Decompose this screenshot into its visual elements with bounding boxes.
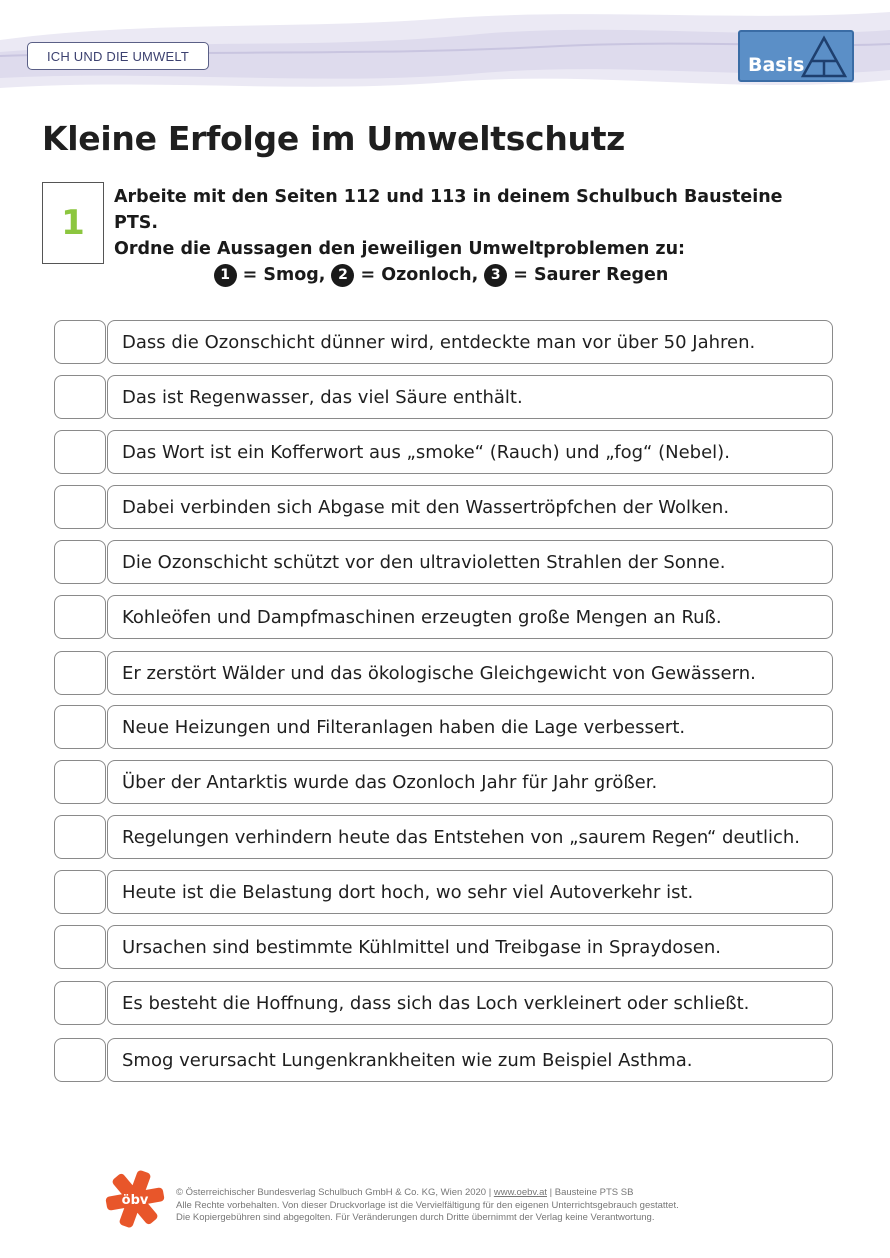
page-title: Kleine Erfolge im Umweltschutz xyxy=(42,119,626,158)
option-marker-2: 2 xyxy=(331,264,354,287)
option-label-ozonloch: = Ozonloch, xyxy=(360,265,479,285)
instruction-line-1: Arbeite mit den Seiten 112 und 113 in deinem Schulbuch Bausteine PTS. xyxy=(114,187,783,233)
option-marker-3: 3 xyxy=(484,264,507,287)
statement-text: Das ist Regenwasser, das viel Säure enthält. xyxy=(107,375,833,419)
statement-text: Die Ozonschicht schützt vor den ultravioletten Strahlen der Sonne. xyxy=(107,540,833,584)
option-label-smog: = Smog, xyxy=(242,265,326,285)
answer-box[interactable] xyxy=(54,595,106,639)
answer-box[interactable] xyxy=(54,430,106,474)
statement-row xyxy=(54,320,834,364)
answer-box[interactable] xyxy=(54,981,106,1025)
statement-text: Das Wort ist ein Kofferwort aus „smoke“ (Rauch) und „fog“ (Nebel). xyxy=(107,430,833,474)
level-badge-label: Basis xyxy=(748,54,805,76)
task-number: 1 xyxy=(42,182,104,264)
statement-text: Dass die Ozonschicht dünner wird, entdeckte man vor über 50 Jahren. xyxy=(107,320,833,364)
answer-box[interactable] xyxy=(54,540,106,584)
answer-box[interactable] xyxy=(54,705,106,749)
statement-row xyxy=(54,705,834,749)
statement-row xyxy=(54,870,834,914)
statement-row xyxy=(54,760,834,804)
statement-text: Kohleöfen und Dampfmaschinen erzeugten große Mengen an Ruß. xyxy=(107,595,833,639)
instruction-line-2: Ordne die Aussagen den jeweiligen Umweltproblemen zu: xyxy=(114,239,686,259)
task-instructions xyxy=(114,184,814,288)
statement-text: Es besteht die Hoffnung, dass sich das Loch verkleinert oder schließt. xyxy=(107,981,833,1025)
copyright-line-3: Die Kopiergebühren sind abgegolten. Für Veränderungen durch Dritte übernimmt der Verlag keine Verantwortung. xyxy=(176,1212,655,1223)
option-label-saurer-regen: = Saurer Regen xyxy=(513,265,669,285)
answer-box[interactable] xyxy=(54,870,106,914)
level-badge xyxy=(738,30,854,82)
statement-row xyxy=(54,540,834,584)
statement-row xyxy=(54,925,834,969)
publisher-logo xyxy=(104,1168,166,1230)
statement-row xyxy=(54,595,834,639)
copyright-book: | Bausteine PTS SB xyxy=(549,1187,634,1198)
statement-row xyxy=(54,815,834,859)
statement-text: Neue Heizungen und Filteranlagen haben die Lage verbessert. xyxy=(107,705,833,749)
publisher-logo-text: öbv xyxy=(121,1193,149,1208)
statement-row xyxy=(54,485,834,529)
copyright-line-2: Alle Rechte vorbehalten. Von dieser Druckvorlage ist die Vervielfältigung für den eigenen Unterrichtsgebrauch gestattet. xyxy=(176,1199,679,1211)
option-marker-1: 1 xyxy=(214,264,237,287)
triangle-t-icon xyxy=(800,35,848,79)
statement-text: Dabei verbinden sich Abgase mit den Wassertröpfchen der Wolken. xyxy=(107,485,833,529)
answer-box[interactable] xyxy=(54,925,106,969)
statement-row xyxy=(54,981,834,1025)
answer-box[interactable] xyxy=(54,375,106,419)
copyright-text: © Österreichischer Bundesverlag Schulbuch GmbH & Co. KG, Wien 2020 | xyxy=(176,1187,492,1198)
answer-box[interactable] xyxy=(54,760,106,804)
statement-text: Über der Antarktis wurde das Ozonloch Jahr für Jahr größer. xyxy=(107,760,833,804)
statement-text: Heute ist die Belastung dort hoch, wo sehr viel Autoverkehr ist. xyxy=(107,870,833,914)
statement-text: Ursachen sind bestimmte Kühlmittel und Treibgase in Spraydosen. xyxy=(107,925,833,969)
statement-row xyxy=(54,651,834,695)
statement-row xyxy=(54,430,834,474)
answer-box[interactable] xyxy=(54,651,106,695)
statement-text: Smog verursacht Lungenkrankheiten wie zum Beispiel Asthma. xyxy=(107,1038,833,1082)
section-tag: ICH UND DIE UMWELT xyxy=(27,42,209,70)
answer-box[interactable] xyxy=(54,320,106,364)
statement-text: Er zerstört Wälder und das ökologische Gleichgewicht von Gewässern. xyxy=(107,651,833,695)
answer-box[interactable] xyxy=(54,815,106,859)
statement-row xyxy=(54,1038,834,1082)
instruction-options xyxy=(114,262,814,288)
footer-copyright xyxy=(176,1187,816,1225)
publisher-link[interactable]: www.oebv.at xyxy=(493,1187,547,1198)
answer-box[interactable] xyxy=(54,485,106,529)
answer-box[interactable] xyxy=(54,1038,106,1082)
statement-row xyxy=(54,375,834,419)
statement-text: Regelungen verhindern heute das Entstehen von „saurem Regen“ deutlich. xyxy=(107,815,833,859)
